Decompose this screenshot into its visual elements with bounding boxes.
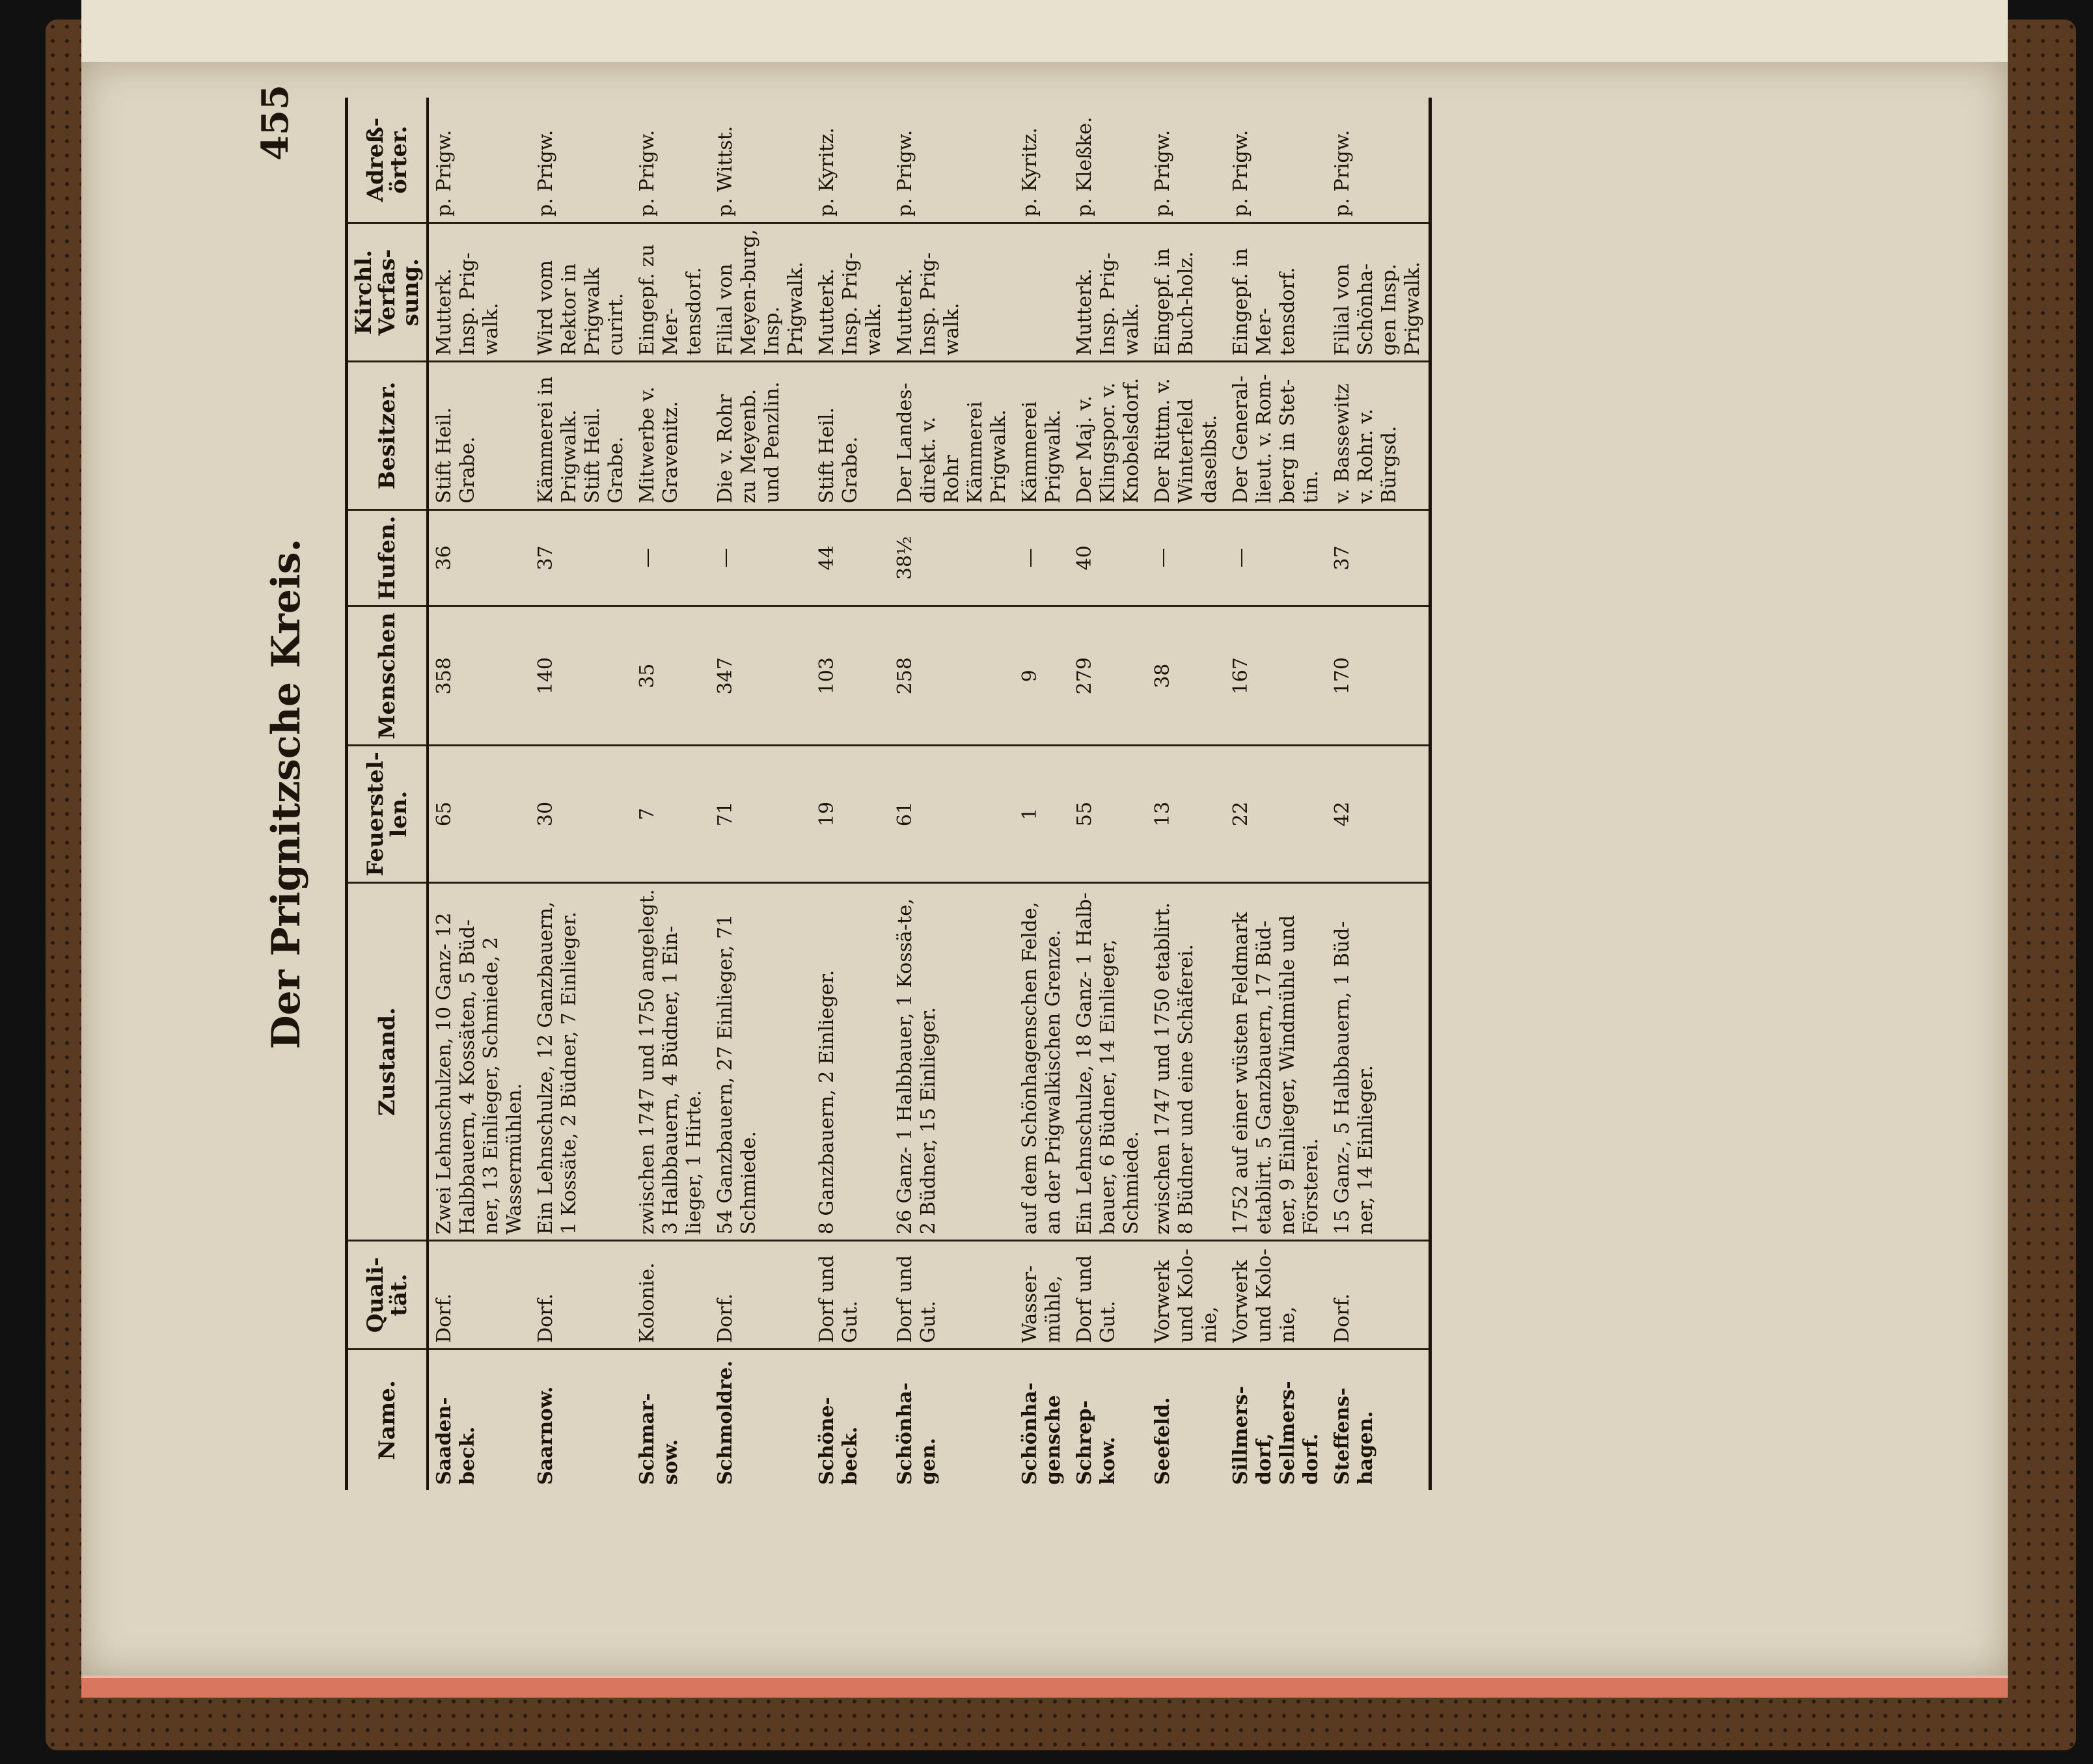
cell-owner: Die v. Rohr zu Meyenb. und Penzlin. bbox=[710, 362, 812, 509]
cell-quality: Dorf. bbox=[1327, 1241, 1430, 1350]
cell-hides: 40 bbox=[1069, 509, 1147, 606]
cell-condition: Ein Lehnschulze, 18 Ganz- 1 Halb-bauer, 6 Büdner, 14 Einlieger, Schmiede. bbox=[1069, 882, 1147, 1240]
cell-name: Schmoldre. bbox=[714, 1360, 737, 1485]
cell-church: Eingepf. in Mer-tensdorf. bbox=[1225, 223, 1327, 361]
header-people: Menschen bbox=[347, 606, 428, 746]
cell-owner: Mitwerbe v. Gravenitz. bbox=[632, 362, 710, 509]
cell-post: p. Kyritz. bbox=[1015, 98, 1069, 223]
cell-hides: 44 bbox=[812, 509, 890, 606]
cell-condition: zwischen 1747 und 1750 angelegt. 3 Halbbauern, 4 Büdner, 1 Ein-lieger, 1 Hirte. bbox=[632, 882, 710, 1240]
cell-quality: Dorf und Gut. bbox=[1069, 1241, 1147, 1350]
cell-post: p. Prigw. bbox=[1147, 98, 1225, 223]
facing-page-edge bbox=[81, 0, 2008, 64]
cell-owner: Der Rittm. v. Winterfeld daselbst. bbox=[1147, 362, 1225, 509]
cell-quality: Kolonie. bbox=[632, 1241, 710, 1350]
cell-owner: Stift Heil. Grabe. bbox=[428, 362, 530, 509]
cell-hides: — bbox=[710, 509, 812, 606]
cell-condition: 15 Ganz-, 5 Halbbauern, 1 Büd-ner, 14 Einlieger. bbox=[1327, 882, 1430, 1240]
cell-owner: Der General-lieut. v. Rom-berg in Stet-tin. bbox=[1225, 362, 1327, 509]
cell-name: Steffens-hagen. bbox=[1331, 1387, 1377, 1485]
cell-people: 167 bbox=[1225, 606, 1327, 746]
table-row bbox=[710, 98, 812, 1490]
cell-hides: — bbox=[1015, 509, 1069, 606]
cell-hearths: 30 bbox=[530, 746, 632, 883]
table-row bbox=[1015, 98, 1069, 1490]
cell-name: Schmar-sow. bbox=[636, 1392, 682, 1485]
cell-church: Wird vom Rektor in Prigwalk curirt. bbox=[530, 223, 632, 361]
table-row bbox=[428, 98, 530, 1490]
cell-owner: Der Maj. v. Klingspor. v. Knobelsdorf. bbox=[1069, 362, 1147, 509]
cell-hearths: 65 bbox=[428, 746, 530, 883]
cell-post: p. Prigw. bbox=[890, 98, 1015, 223]
table-row bbox=[1147, 98, 1225, 1490]
cell-hearths: 1 bbox=[1015, 746, 1069, 883]
cell-hearths: 22 bbox=[1225, 746, 1327, 883]
cell-name: Schönha-gen. bbox=[894, 1382, 940, 1485]
cell-church: Eingepf. zu Mer-tensdorf. bbox=[632, 223, 710, 361]
cell-owner: Stift Heil. Grabe. bbox=[812, 362, 890, 509]
header-church: Kirchl. Verfas-sung. bbox=[347, 223, 428, 361]
header-quality: Quali-tät. bbox=[347, 1241, 428, 1350]
cell-quality: Dorf und Gut. bbox=[890, 1241, 1015, 1350]
rotated-page-content bbox=[247, 78, 1965, 1510]
cell-church: Mutterk. Insp. Prig-walk. bbox=[890, 223, 1015, 361]
cell-name: Schrep-kow. bbox=[1073, 1400, 1119, 1485]
cell-hearths: 7 bbox=[632, 746, 710, 883]
page-number: 455 bbox=[254, 85, 297, 161]
cell-name: Sillmers-dorf, Sellmers-dorf. bbox=[1229, 1381, 1322, 1485]
cell-hearths: 13 bbox=[1147, 746, 1225, 883]
page-header: Der Prignitzsche Kreis. bbox=[264, 538, 309, 1050]
red-page-edge bbox=[81, 1676, 2008, 1698]
cell-name: Seefeld. bbox=[1151, 1397, 1174, 1485]
table-row bbox=[812, 98, 890, 1490]
cell-name: Saaden-beck. bbox=[433, 1397, 479, 1485]
table-row bbox=[632, 98, 710, 1490]
cell-hearths: 42 bbox=[1327, 746, 1430, 883]
cell-church: Eingepf. in Buch-holz. bbox=[1147, 223, 1225, 361]
cell-quality: Dorf. bbox=[710, 1241, 812, 1350]
cell-church: Mutterk. Insp. Prig-walk. bbox=[428, 223, 530, 361]
cell-hides: — bbox=[632, 509, 710, 606]
cell-condition: 54 Ganzbauern, 27 Einlieger, 71 Schmiede. bbox=[710, 882, 812, 1240]
table-row bbox=[1225, 98, 1327, 1490]
cell-owner: Kämmerei Prigwalk. bbox=[1015, 362, 1069, 509]
cell-hearths: 19 bbox=[812, 746, 890, 883]
cell-quality: Dorf und Gut. bbox=[812, 1241, 890, 1350]
cell-people: 170 bbox=[1327, 606, 1430, 746]
cell-hides: 37 bbox=[1327, 509, 1430, 606]
cell-hearths: 71 bbox=[710, 746, 812, 883]
cell-people: 103 bbox=[812, 606, 890, 746]
cell-people: 9 bbox=[1015, 606, 1069, 746]
cell-owner: Kämmerei in Prigwalk. Stift Heil. Grabe. bbox=[530, 362, 632, 509]
cell-church: Mutterk. Insp. Prig-walk. bbox=[1069, 223, 1147, 361]
cell-post: p. Prigw. bbox=[632, 98, 710, 223]
cell-condition: auf dem Schönhagenschen Felde, an der Prigwalkischen Grenze. bbox=[1015, 882, 1069, 1240]
cell-people: 279 bbox=[1069, 606, 1147, 746]
cell-quality: Vorwerk und Kolo-nie, bbox=[1225, 1241, 1327, 1350]
table-row bbox=[530, 98, 632, 1490]
cell-church: Filial von Meyen-burg, Insp. Prigwalk. bbox=[710, 223, 812, 361]
header-hides: Hufen. bbox=[347, 509, 428, 606]
cell-people: 38 bbox=[1147, 606, 1225, 746]
village-register-table bbox=[345, 98, 1432, 1490]
cell-hides: 37 bbox=[530, 509, 632, 606]
cell-name: Schöne-beck. bbox=[815, 1396, 862, 1485]
cell-name: Saarnow. bbox=[534, 1386, 557, 1485]
table-header-row bbox=[347, 98, 428, 1490]
cell-quality: Vorwerk und Kolo-nie, bbox=[1147, 1241, 1225, 1350]
cell-people: 140 bbox=[530, 606, 632, 746]
cell-owner: v. Bassewitz v. Rohr. v. Bürgsd. bbox=[1327, 362, 1430, 509]
cell-people: 35 bbox=[632, 606, 710, 746]
cell-people: 258 bbox=[890, 606, 1015, 746]
table-row bbox=[1327, 98, 1430, 1490]
cell-hearths: 55 bbox=[1069, 746, 1147, 883]
header-condition: Zustand. bbox=[347, 882, 428, 1240]
cell-post: p. Kleßke. bbox=[1069, 98, 1147, 223]
cell-condition: 8 Ganzbauern, 2 Einlieger. bbox=[812, 882, 890, 1240]
cell-condition: 1752 auf einer wüsten Feldmark etablirt. 5 Ganzbauern, 17 Büd-ner, 9 Einlieger, Windmühle und Försterei. bbox=[1225, 882, 1327, 1240]
cell-condition: Ein Lehnschulze, 12 Ganzbauern, 1 Kossäte, 2 Büdner, 7 Einlieger. bbox=[530, 882, 632, 1240]
header-owner: Besitzer. bbox=[347, 362, 428, 509]
cell-post: p. Wittst. bbox=[710, 98, 812, 223]
table-row bbox=[1069, 98, 1147, 1490]
cell-quality: Dorf. bbox=[428, 1241, 530, 1350]
cell-church bbox=[1015, 223, 1069, 361]
cell-condition: 26 Ganz- 1 Halbbauer, 1 Kossä-te, 2 Büdner, 15 Einlieger. bbox=[890, 882, 1015, 1240]
cell-hides: — bbox=[1147, 509, 1225, 606]
cell-post: p. Prigw. bbox=[1327, 98, 1430, 223]
cell-quality: Dorf. bbox=[530, 1241, 632, 1350]
header-name: Name. bbox=[347, 1349, 428, 1490]
cell-hearths: 61 bbox=[890, 746, 1015, 883]
table-row bbox=[890, 98, 1015, 1490]
cell-post: p. Prigw. bbox=[1225, 98, 1327, 223]
cell-quality: Wasser-mühle, bbox=[1015, 1241, 1069, 1350]
cell-post: p. Prigw. bbox=[428, 98, 530, 223]
cell-hides: 36 bbox=[428, 509, 530, 606]
cell-church: Mutterk. Insp. Prig-walk. bbox=[812, 223, 890, 361]
cell-hides: 38½ bbox=[890, 509, 1015, 606]
cell-name: Schönha-gensche bbox=[1019, 1382, 1065, 1485]
header-post: Adreß-örter. bbox=[347, 98, 428, 223]
cell-condition: zwischen 1747 und 1750 etablirt. 8 Büdner und eine Schäferei. bbox=[1147, 882, 1225, 1240]
cell-post: p. Kyritz. bbox=[812, 98, 890, 223]
cell-people: 358 bbox=[428, 606, 530, 746]
cell-church: Filial von Schönha-gen Insp. Prigwalk. bbox=[1327, 223, 1430, 361]
cell-people: 347 bbox=[710, 606, 812, 746]
header-hearths: Feuerstel-len. bbox=[347, 746, 428, 883]
cell-post: p. Prigw. bbox=[530, 98, 632, 223]
cell-condition: Zwei Lehnschulzen, 10 Ganz- 12 Halbbauern, 4 Kossäten, 5 Büd-ner, 13 Einlieger, Schmiede, 2 Wassermühlen. bbox=[428, 882, 530, 1240]
cell-hides: — bbox=[1225, 509, 1327, 606]
cell-owner: Der Landes-direkt. v. Rohr Kämmerei Prigwalk. bbox=[890, 362, 1015, 509]
